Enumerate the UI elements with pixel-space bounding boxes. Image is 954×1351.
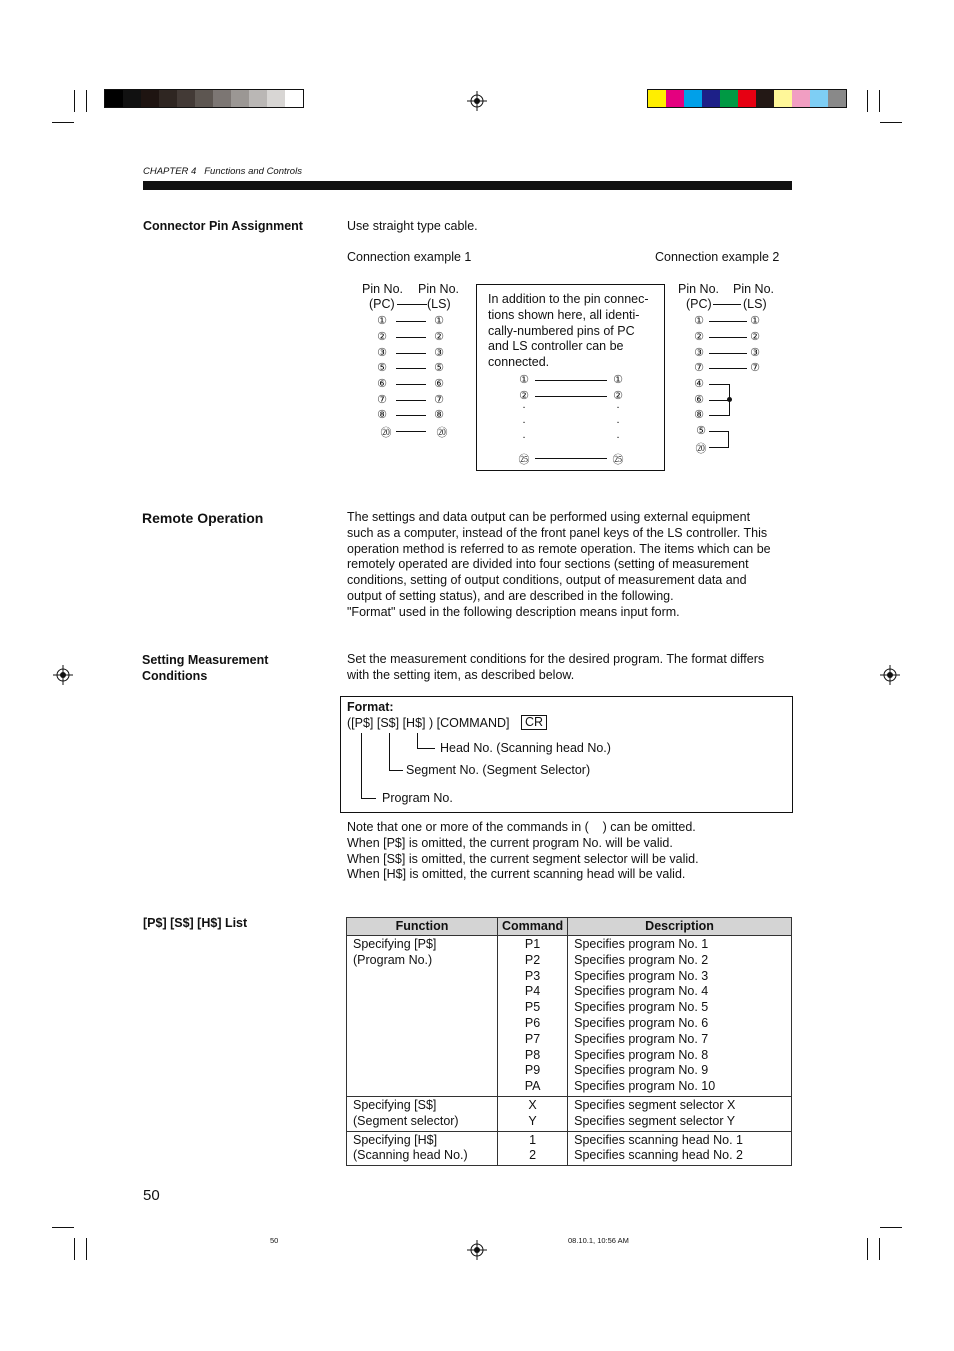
function-text: Specifying [P$]	[353, 937, 437, 951]
gray-swatch	[159, 90, 177, 107]
ls-pin: ⑥	[434, 378, 444, 390]
command-text: P8	[524, 1047, 541, 1062]
format-note-line: When [P$] is omitted, the current program No. will be valid.	[347, 835, 673, 850]
command-text: X	[528, 1097, 537, 1112]
pc-pin-2-grouped: ⑳	[695, 443, 707, 455]
ls-pin: ⑤	[434, 362, 444, 374]
color-swatch	[648, 90, 666, 107]
note-dot: .	[522, 414, 526, 426]
command-text: Y	[528, 1113, 537, 1128]
remote-heading: Remote Operation	[142, 510, 264, 526]
setting-line: Set the measurement conditions for the desired program. The format differs	[347, 652, 765, 666]
ls-pin: ⑦	[434, 394, 444, 406]
page-number: 50	[143, 1187, 160, 1204]
function-cell	[347, 1096, 498, 1131]
command-text: 1	[529, 1132, 537, 1147]
note-pc-pin: ㉕	[518, 454, 530, 466]
registration-mark-top	[467, 91, 487, 111]
format-notes	[347, 820, 795, 883]
ls-pin-2: ③	[750, 347, 760, 359]
note-line: and LS controller can be	[488, 339, 624, 354]
gray-swatch	[141, 90, 159, 107]
function-text: Specifying [S$]	[353, 1097, 437, 1112]
pc-pin: ③	[377, 347, 387, 359]
note-dot: .	[522, 429, 526, 441]
setting-heading-line1: Setting Measurement	[142, 653, 269, 667]
gray-swatch	[105, 90, 123, 107]
pc-pin-2-grouped: ④	[694, 378, 704, 390]
ls-pin-2: ②	[750, 331, 760, 343]
slug-timestamp: 08.10.1, 10:56 AM	[568, 1236, 629, 1245]
function-text: (Program No.)	[353, 952, 433, 967]
gray-swatch	[123, 90, 141, 107]
description-text: Specifies program No. 7	[574, 1031, 709, 1046]
ls-pin: ②	[434, 331, 444, 343]
pc-pin: ⑧	[377, 409, 387, 421]
ls-pin: ③	[434, 347, 444, 359]
note-line: tions shown here, all identi-	[488, 307, 640, 322]
setting-paragraph	[347, 652, 795, 684]
command-cell	[498, 936, 568, 1097]
ls-label-2: (LS)	[743, 297, 767, 311]
note-dot: .	[616, 414, 620, 426]
pc-pin-2-grouped: ⑥	[694, 394, 704, 406]
pc-pin-2: ①	[694, 315, 704, 327]
pc-pin: ②	[377, 331, 387, 343]
note-pc-pin: ①	[519, 374, 529, 386]
description-text: Specifies program No. 3	[574, 968, 709, 983]
format-note-line: When [S$] is omitted, the current segment selector will be valid.	[347, 851, 699, 866]
remote-line: The settings and data output can be performed using external equipment	[347, 510, 751, 524]
example2-label: Connection example 2	[655, 250, 780, 264]
pc-pin-2-grouped: ⑧	[694, 409, 704, 421]
description-text: Specifies program No. 8	[574, 1047, 709, 1062]
color-swatch	[684, 90, 702, 107]
command-text: PA	[524, 1079, 541, 1094]
remote-line: operation method is referred to as remote operation. The items which can be	[347, 541, 771, 556]
note-line: cally-numbered pins of PC	[488, 323, 635, 338]
gray-swatch	[249, 90, 267, 107]
function-text: Specifying [H$]	[353, 1132, 438, 1147]
pc-pin-2: ⑦	[694, 362, 704, 374]
description-text: Specifies program No. 5	[574, 1000, 709, 1015]
pc-pin-2: ③	[694, 347, 704, 359]
gray-swatch	[285, 90, 303, 107]
command-text: P5	[524, 1000, 541, 1015]
command-text: P9	[524, 1063, 541, 1078]
pin-no-pc-label-2: Pin No.	[678, 282, 719, 296]
registration-mark-right	[880, 665, 900, 685]
pc-pin: ⑤	[377, 362, 387, 374]
color-swatch	[756, 90, 774, 107]
pc-pin: ⑳	[380, 427, 392, 439]
table-row	[347, 936, 792, 1097]
slug-page: 50	[270, 1236, 279, 1245]
command-text: 2	[529, 1148, 537, 1163]
format-note-line: Note that one or more of the commands in ( ) can be omitted.	[347, 820, 696, 834]
connector-heading: Connector Pin Assignment	[143, 219, 303, 233]
ls-pin-2: ①	[750, 315, 760, 327]
description-text: Specifies program No. 4	[574, 984, 709, 999]
registration-mark-left	[53, 665, 73, 685]
gray-swatch	[177, 90, 195, 107]
function-cell	[347, 1131, 498, 1166]
head-no-label: Head No. (Scanning head No.)	[440, 741, 611, 755]
color-swatch	[828, 90, 846, 107]
pc-pin: ⑥	[377, 378, 387, 390]
color-swatch	[738, 90, 756, 107]
gray-swatch	[231, 90, 249, 107]
description-text: Specifies scanning head No. 1	[574, 1132, 743, 1147]
color-swatch	[792, 90, 810, 107]
remote-line: such as a computer, instead of the front panel keys of the LS controller. This	[347, 525, 768, 540]
ls-pin-2: ⑦	[750, 362, 760, 374]
note-dot: .	[522, 399, 526, 411]
description-text: Specifies segment selector X	[574, 1097, 736, 1112]
gray-color-bar	[104, 89, 304, 108]
description-text: Specifies program No. 6	[574, 1015, 709, 1030]
format-command: ([P$] [S$] [H$] ) [COMMAND]	[347, 716, 510, 730]
command-text: P4	[524, 984, 541, 999]
chapter-label: CHAPTER 4	[143, 166, 197, 177]
command-text: P2	[524, 952, 541, 967]
format-note-line: When [H$] is omitted, the current scanning head will be valid.	[347, 867, 686, 882]
setting-line: with the setting item, as described below.	[347, 667, 575, 682]
function-cell	[347, 936, 498, 1097]
column-header-function: Function	[347, 918, 498, 936]
column-header-command: Command	[498, 918, 568, 936]
pc-pin-2-grouped: ⑤	[696, 425, 706, 437]
pc-pin-2: ②	[694, 331, 704, 343]
chapter-title: Functions and Controls	[204, 166, 302, 177]
setting-heading-line2: Conditions	[142, 669, 208, 683]
segment-no-label: Segment No. (Segment Selector)	[406, 763, 591, 777]
color-swatch	[702, 90, 720, 107]
remote-paragraph	[347, 510, 795, 621]
note-dot: .	[616, 399, 620, 411]
command-text: P3	[524, 968, 541, 983]
pc-label-2: (PC)	[686, 297, 712, 311]
command-list-table	[346, 917, 792, 1166]
pin-no-ls-label: Pin No.	[418, 282, 459, 296]
command-text: P7	[524, 1031, 541, 1046]
example1-label: Connection example 1	[347, 250, 472, 264]
remote-line: "Format" used in the following description means input form.	[347, 604, 680, 619]
ls-label: (LS)	[427, 297, 451, 311]
color-swatch	[774, 90, 792, 107]
pin-no-pc-label: Pin No.	[362, 282, 403, 296]
ls-pin: ⑧	[434, 409, 444, 421]
note-ls-pin: ①	[613, 374, 623, 386]
table-header-row	[347, 918, 792, 936]
setting-heading	[142, 652, 268, 684]
format-cr-key: CR	[521, 715, 547, 730]
description-text: Specifies program No. 10	[574, 1079, 716, 1094]
remote-line: conditions, setting of output conditions, output of measurement data and	[347, 573, 747, 588]
description-cell	[568, 1131, 792, 1166]
process-color-bar	[647, 89, 847, 108]
table-row	[347, 1131, 792, 1166]
chapter-header	[143, 166, 302, 177]
header-rule	[143, 181, 792, 190]
gray-swatch	[213, 90, 231, 107]
note-ls-pin: ㉕	[612, 454, 624, 466]
format-label: Format:	[347, 700, 394, 714]
description-cell	[568, 936, 792, 1097]
pc-label: (PC)	[369, 297, 395, 311]
note-line: In addition to the pin connec-	[488, 292, 649, 306]
note-dot: .	[616, 429, 620, 441]
function-text: (Segment selector)	[353, 1113, 459, 1128]
note-line: connected.	[488, 355, 550, 370]
description-text: Specifies segment selector Y	[574, 1113, 736, 1128]
ls-pin: ⑳	[436, 427, 448, 439]
description-text: Specifies scanning head No. 2	[574, 1148, 743, 1163]
remote-line: remotely operated are divided into four sections (setting of measurement	[347, 557, 749, 572]
description-text: Specifies program No. 9	[574, 1063, 709, 1078]
registration-mark-bottom	[467, 1240, 487, 1260]
connector-intro: Use straight type cable.	[347, 219, 478, 233]
command-text: P1	[524, 937, 541, 951]
command-cell	[498, 1096, 568, 1131]
description-text: Specifies program No. 2	[574, 952, 709, 967]
table-row	[347, 1096, 792, 1131]
ls-pin: ①	[434, 315, 444, 327]
note-ls-pin: ②	[613, 390, 623, 402]
function-text: (Scanning head No.)	[353, 1148, 468, 1163]
gray-swatch	[267, 90, 285, 107]
program-no-label: Program No.	[382, 791, 453, 805]
command-text: P6	[524, 1015, 541, 1030]
description-cell	[568, 1096, 792, 1131]
list-heading: [P$] [S$] [H$] List	[143, 916, 248, 930]
color-swatch	[666, 90, 684, 107]
remote-line: output of setting status), and are described in the following.	[347, 588, 674, 603]
command-cell	[498, 1131, 568, 1166]
description-text: Specifies program No. 1	[574, 937, 709, 951]
note-pc-pin: ②	[519, 390, 529, 402]
color-swatch	[810, 90, 828, 107]
pin-no-ls-label-2: Pin No.	[733, 282, 774, 296]
connection-note-box	[476, 284, 665, 471]
pc-pin: ①	[377, 315, 387, 327]
gray-swatch	[195, 90, 213, 107]
pc-pin: ⑦	[377, 394, 387, 406]
format-box	[340, 696, 793, 813]
color-swatch	[720, 90, 738, 107]
column-header-description: Description	[568, 918, 792, 936]
